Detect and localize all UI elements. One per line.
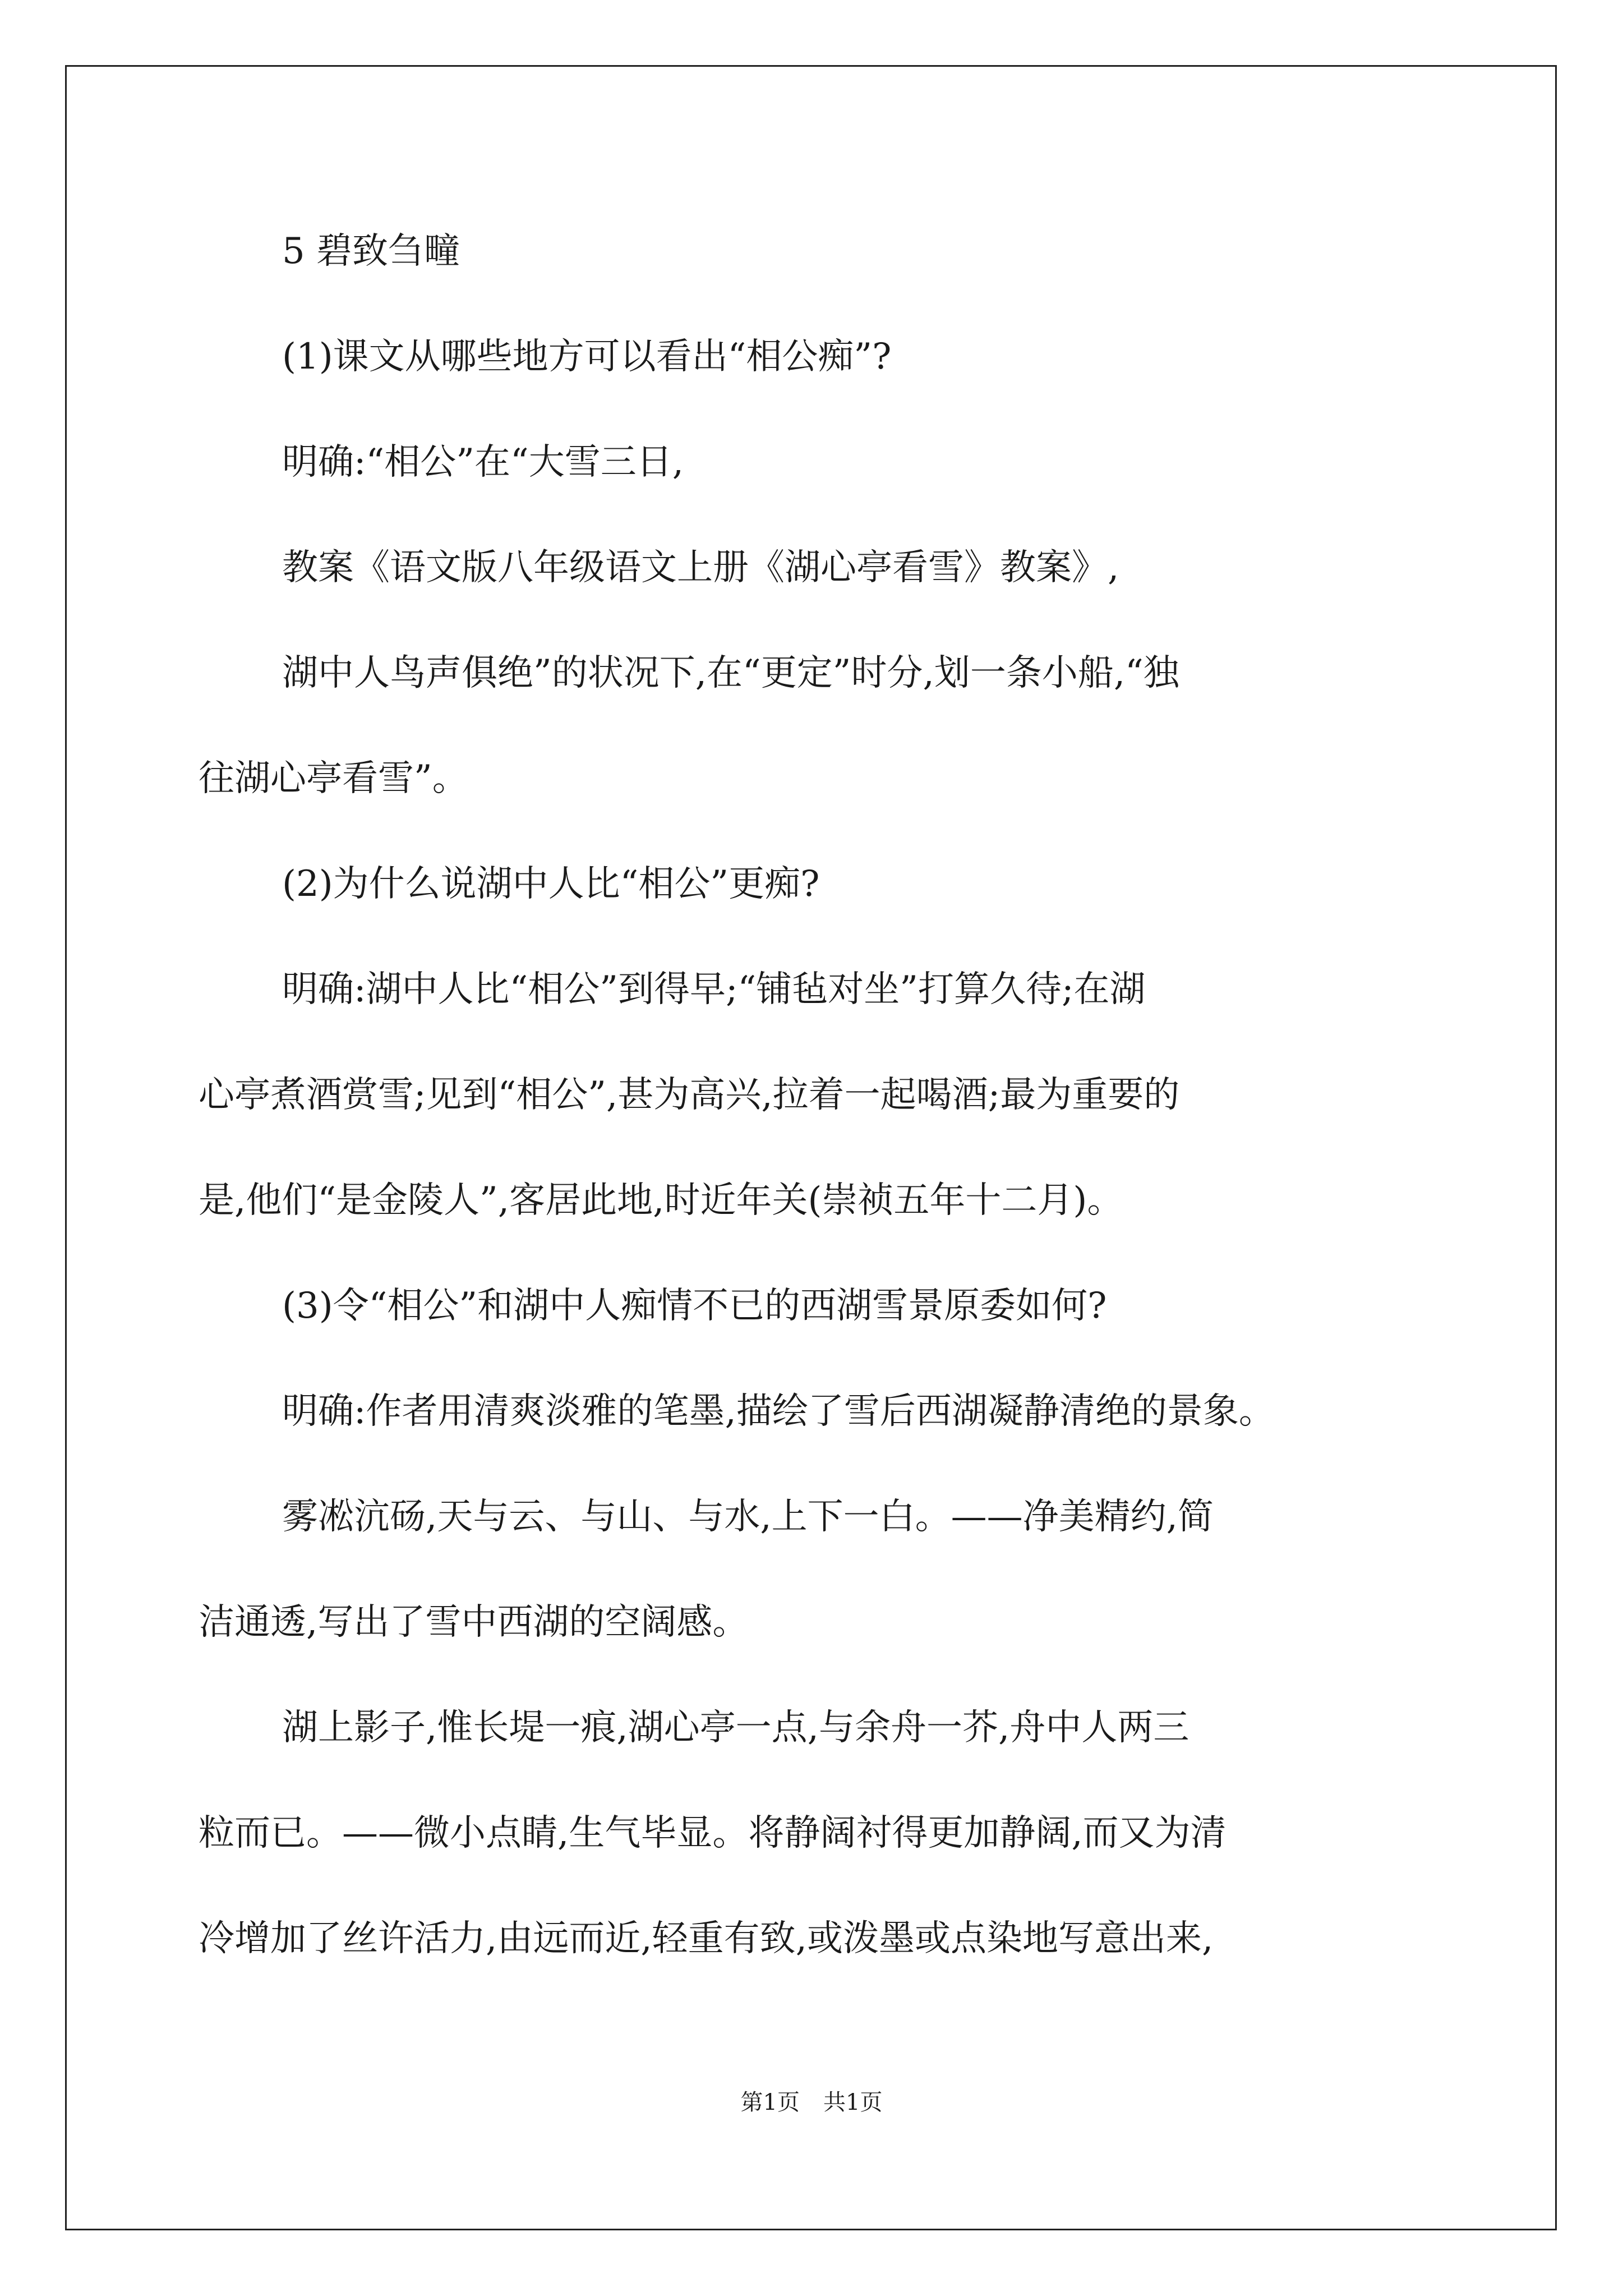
answer-2-line-3: 是,他们“是金陵人”,客居此地,时近年关(崇祯五年十二月)。: [199, 1180, 1123, 1221]
answer-3-line-4: 湖上影子,惟长堤一痕,湖心亭一点,与余舟一芥,舟中人两三: [282, 1707, 1189, 1749]
answer-2-line-1: 明确:湖中人比“相公”到得早;“铺毡对坐”打算久待;在湖: [282, 969, 1146, 1010]
answer-2-line-2: 心亭煮酒赏雪;见到“相公”,甚为高兴,拉着一起喝酒;最为重要的: [199, 1074, 1180, 1116]
answer-3-line-5: 粒而已。——微小点睛,生气毕显。将静阔衬得更加静阔,而又为清: [199, 1812, 1227, 1854]
answer-3-line-2: 雾凇沆砀,天与云、与山、与水,上下一白。——净美精约,简: [282, 1496, 1214, 1538]
answer-1-line-2: 教案《语文版八年级语文上册《湖心亭看雪》教案》,: [282, 547, 1119, 588]
answer-3-line-6: 冷增加了丝许活力,由远而近,轻重有致,或泼墨或点染地写意出来,: [199, 1918, 1214, 1959]
answer-3-line-1: 明确:作者用清爽淡雅的笔墨,描绘了雪后西湖凝静清绝的景象。: [282, 1391, 1275, 1432]
answer-1-line-3: 湖中人鸟声俱绝”的状况下,在“更定”时分,划一条小船,“独: [282, 652, 1179, 694]
question-1: (1)课文从哪些地方可以看出“相公痴”?: [282, 336, 892, 378]
question-3: (3)令“相公”和湖中人痴情不已的西湖雪景原委如何?: [282, 1285, 1107, 1327]
answer-1-line-4: 往湖心亭看雪”。: [199, 758, 468, 799]
section-heading: 5 碧致刍疃: [282, 231, 460, 272]
page-number: 第1页: [740, 2090, 800, 2115]
page-total: 共1页: [823, 2090, 883, 2115]
answer-3-line-3: 洁通透,写出了雪中西湖的空阔感。: [199, 1602, 749, 1643]
question-2: (2)为什么说湖中人比“相公”更痴?: [282, 863, 820, 905]
page-border: [65, 65, 1557, 2230]
answer-1-line-1: 明确:“相公”在“大雪三日,: [282, 441, 684, 483]
page-footer: [0, 2087, 1623, 2118]
